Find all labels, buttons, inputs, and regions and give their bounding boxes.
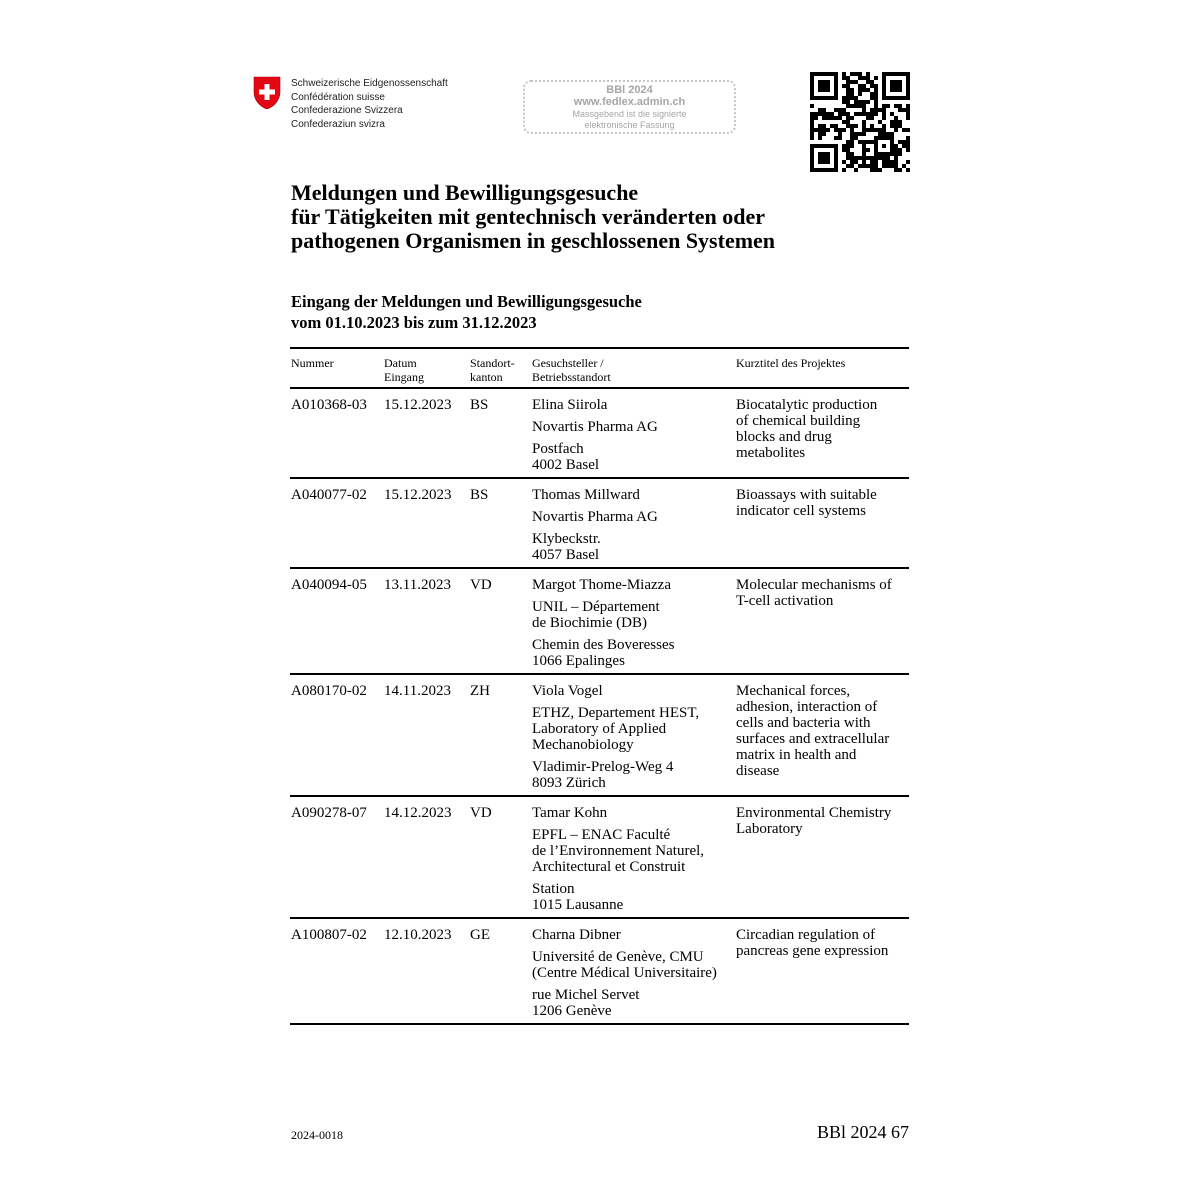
subtitle-line-2: vom 01.10.2023 bis zum 31.12.2023 <box>291 313 537 332</box>
applicant-address: Vladimir-Prelog-Weg 4 8093 Zürich <box>532 759 674 791</box>
applicant-institution: Université de Genève, CMU (Centre Médical Universitaire) <box>532 949 717 981</box>
applicant-address: Chemin des Boveresses 1066 Epalinges <box>532 637 675 669</box>
cell-nummer: A040077-02 <box>291 487 367 503</box>
applicant-name: Tamar Kohn <box>532 805 608 821</box>
confederation-name-de: Schweizerische Eidgenossenschaft <box>291 78 448 89</box>
confederation-names <box>291 77 448 131</box>
cell-kurztitel: Environmental Chemistry Laboratory <box>736 805 892 837</box>
cell-nummer: A080170-02 <box>291 683 367 699</box>
cell-kanton: ZH <box>470 683 490 699</box>
table-row <box>290 919 909 1023</box>
cell-kurztitel: Molecular mechanisms of T-cell activation <box>736 577 892 609</box>
swiss-coat-of-arms-icon <box>252 76 282 110</box>
cell-nummer: A090278-07 <box>291 805 367 821</box>
cell-datum: 13.11.2023 <box>384 577 451 593</box>
document-title <box>291 181 775 253</box>
stamp-line-1: BBl 2024 <box>606 84 653 96</box>
cell-kurztitel: Circadian regulation of pancreas gene expression <box>736 927 889 959</box>
document-number: 2024-0018 <box>291 1128 343 1142</box>
cell-nummer: A100807-02 <box>291 927 367 943</box>
applicant-institution: Novartis Pharma AG <box>532 509 658 525</box>
applicant-address: Station 1015 Lausanne <box>532 881 624 913</box>
header-kanton: Standort- kanton <box>470 356 515 384</box>
cell-kurztitel: Bioassays with suitable indicator cell systems <box>736 487 877 519</box>
cell-kanton: BS <box>470 397 489 413</box>
confederation-name-it: Confederazione Svizzera <box>291 105 403 116</box>
applicant-address: rue Michel Servet 1206 Genève <box>532 987 640 1019</box>
confederation-name-rm: Confederaziun svizra <box>291 118 385 130</box>
stamp-line-4: elektronische Fassung <box>584 120 675 130</box>
subtitle-line-1: Eingang der Meldungen und Bewilligungsgesuche <box>291 292 642 311</box>
applicant-name: Viola Vogel <box>532 683 603 699</box>
header-datum: Datum Eingang <box>384 356 424 384</box>
cell-datum: 15.12.2023 <box>384 487 452 503</box>
cell-datum: 12.10.2023 <box>384 927 452 943</box>
title-line-2: für Tätigkeiten mit gentechnisch veränderten oder <box>291 204 765 229</box>
applicant-address: Klybeckstr. 4057 Basel <box>532 531 601 563</box>
table-row <box>290 389 909 477</box>
cell-kanton: BS <box>470 487 489 503</box>
cell-gesuchsteller <box>532 683 742 797</box>
cell-datum: 14.11.2023 <box>384 683 451 699</box>
applicant-institution: Novartis Pharma AG <box>532 419 658 435</box>
table-row <box>290 569 909 673</box>
table-header <box>290 349 909 387</box>
cell-kurztitel: Biocatalytic production of chemical building blocks and drug metabolites <box>736 397 878 461</box>
applications-table <box>290 347 909 1025</box>
cell-gesuchsteller <box>532 487 742 569</box>
table-row <box>290 797 909 917</box>
cell-kanton: GE <box>470 927 490 943</box>
cell-kanton: VD <box>470 805 492 821</box>
title-line-3: pathogenen Organismen in geschlossenen Systemen <box>291 228 776 253</box>
cell-gesuchsteller <box>532 927 742 1025</box>
applicant-institution: ETHZ, Departement HEST, Laboratory of Applied Mechanobiology <box>532 705 700 753</box>
table-row <box>290 675 909 795</box>
cell-nummer: A010368-03 <box>291 397 367 413</box>
cell-gesuchsteller <box>532 397 742 479</box>
cell-nummer: A040094-05 <box>291 577 367 593</box>
confederation-name-fr: Confédération suisse <box>291 91 385 103</box>
header-gesuchsteller: Gesuchsteller / Betriebsstandort <box>532 356 611 384</box>
applicant-institution: UNIL – Département de Biochimie (DB) <box>532 599 660 631</box>
cell-datum: 15.12.2023 <box>384 397 452 413</box>
page-reference: BBl 2024 67 <box>816 1122 909 1142</box>
cell-datum: 14.12.2023 <box>384 805 452 821</box>
header-nummer: Nummer <box>291 356 334 370</box>
section-heading <box>291 291 642 333</box>
applicant-institution: EPFL – ENAC Faculté de l’Environnement Naturel, Architectural et Construit <box>532 827 705 875</box>
stamp-line-3: Massgebend ist die signierte <box>572 109 687 119</box>
applicant-name: Margot Thome-Miazza <box>532 577 671 593</box>
applicant-name: Charna Dibner <box>532 927 621 943</box>
applicant-name: Elina Siirola <box>532 397 608 413</box>
applicant-name: Thomas Millward <box>532 487 640 503</box>
header-kurztitel: Kurztitel des Projektes <box>736 356 846 370</box>
table-row <box>290 479 909 567</box>
cell-gesuchsteller <box>532 577 742 675</box>
qr-code-icon <box>810 72 910 172</box>
cell-kanton: VD <box>470 577 492 593</box>
cell-gesuchsteller <box>532 805 742 919</box>
cell-kurztitel: Mechanical forces, adhesion, interaction of cells and bacteria with surfaces and extracellular matrix in health and disease <box>736 683 890 779</box>
stamp-line-2: www.fedlex.admin.ch <box>573 96 686 108</box>
publication-stamp <box>523 80 736 134</box>
applicant-address: Postfach 4002 Basel <box>532 441 600 473</box>
title-line-1: Meldungen und Bewilligungsgesuche <box>291 180 639 205</box>
